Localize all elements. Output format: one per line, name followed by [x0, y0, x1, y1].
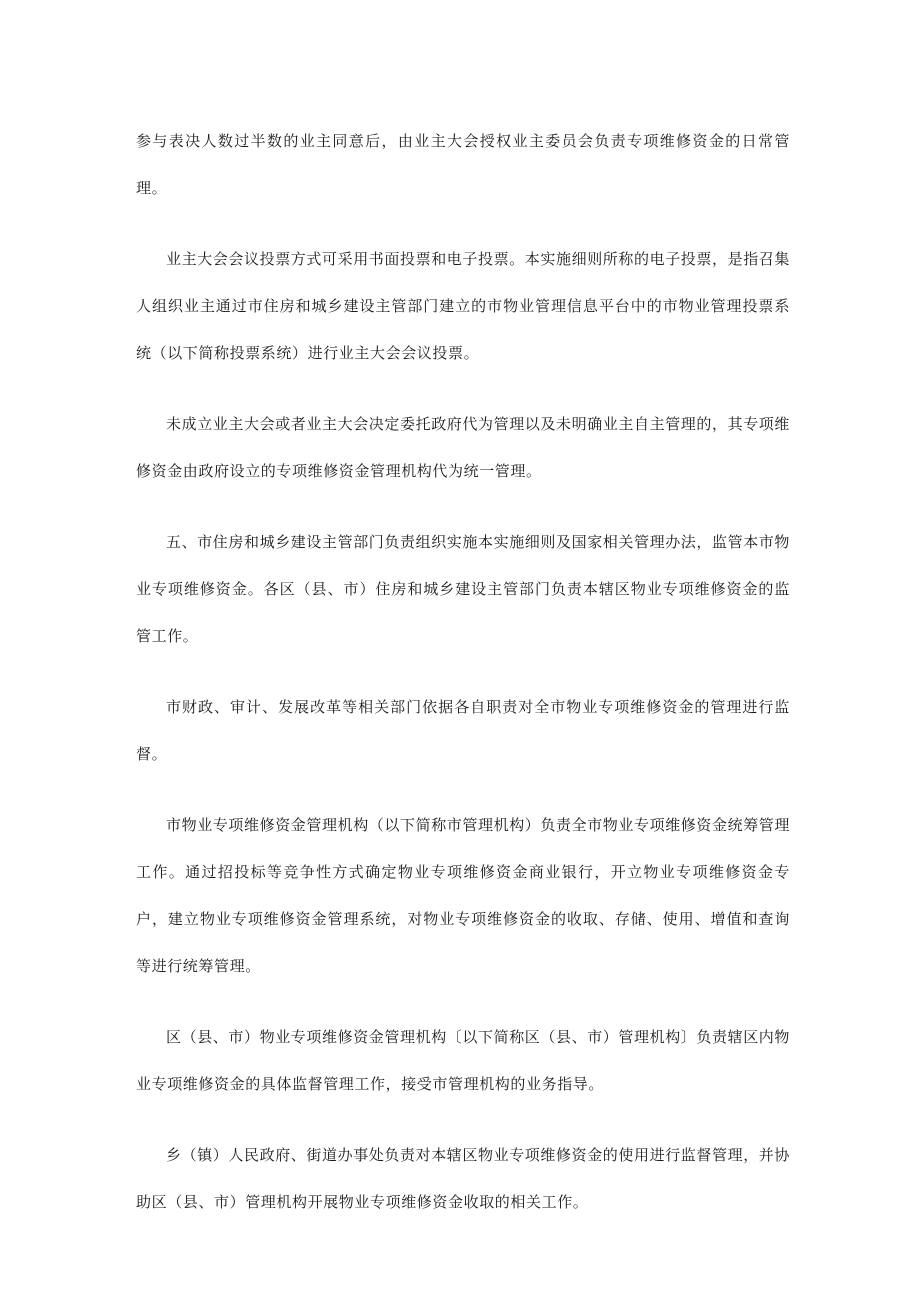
paragraph-section-five: 五、市住房和城乡建设主管部门负责组织实施本实施细则及国家相关管理办法，监管本市物业专项维修资金。各区（县、市）住房和城乡建设主管部门负责本辖区物业专项维修资金的监管工作。 [136, 533, 791, 645]
paragraph-township: 乡（镇）人民政府、街道办事处负责对本辖区物业专项维修资金的使用进行监督管理，并协助区（县、市）管理机构开展物业专项维修资金收取的相关工作。 [136, 1146, 791, 1211]
paragraph-city-agency: 市物业专项维修资金管理机构（以下简称市管理机构）负责全市物业专项维修资金统筹管理工作。通过招投标等竞争性方式确定物业专项维修资金商业银行，开立物业专项维修资金专户，建立物业专项维修资金管理系统，对物业专项维修资金的收取、存储、使用、增值和查询等进行统筹管理。 [136, 816, 791, 975]
paragraph-continuation: 参与表决人数过半数的业主同意后，由业主大会授权业主委员会负责专项维修资金的日常管理。 [136, 132, 790, 197]
paragraph-government-management: 未成立业主大会或者业主大会决定委托政府代为管理以及未明确业主自主管理的，其专项维修资金由政府设立的专项维修资金管理机构代为统一管理。 [136, 415, 791, 480]
paragraph-supervision: 市财政、审计、发展改革等相关部门依据各自职责对全市物业专项维修资金的管理进行监督。 [136, 698, 790, 763]
paragraph-voting-methods: 业主大会会议投票方式可采用书面投票和电子投票。本实施细则所称的电子投票，是指召集人组织业主通过市住房和城乡建设主管部门建立的市物业管理信息平台中的市物业管理投票系统（以下简称投票系统）进行业主大会会议投票。 [136, 250, 791, 362]
document-body [136, 118, 790, 1250]
paragraph-district-agency: 区（县、市）物业专项维修资金管理机构〔以下简称区（县、市）管理机构〕负责辖区内物业专项维修资金的具体监督管理工作，接受市管理机构的业务指导。 [136, 1028, 791, 1093]
